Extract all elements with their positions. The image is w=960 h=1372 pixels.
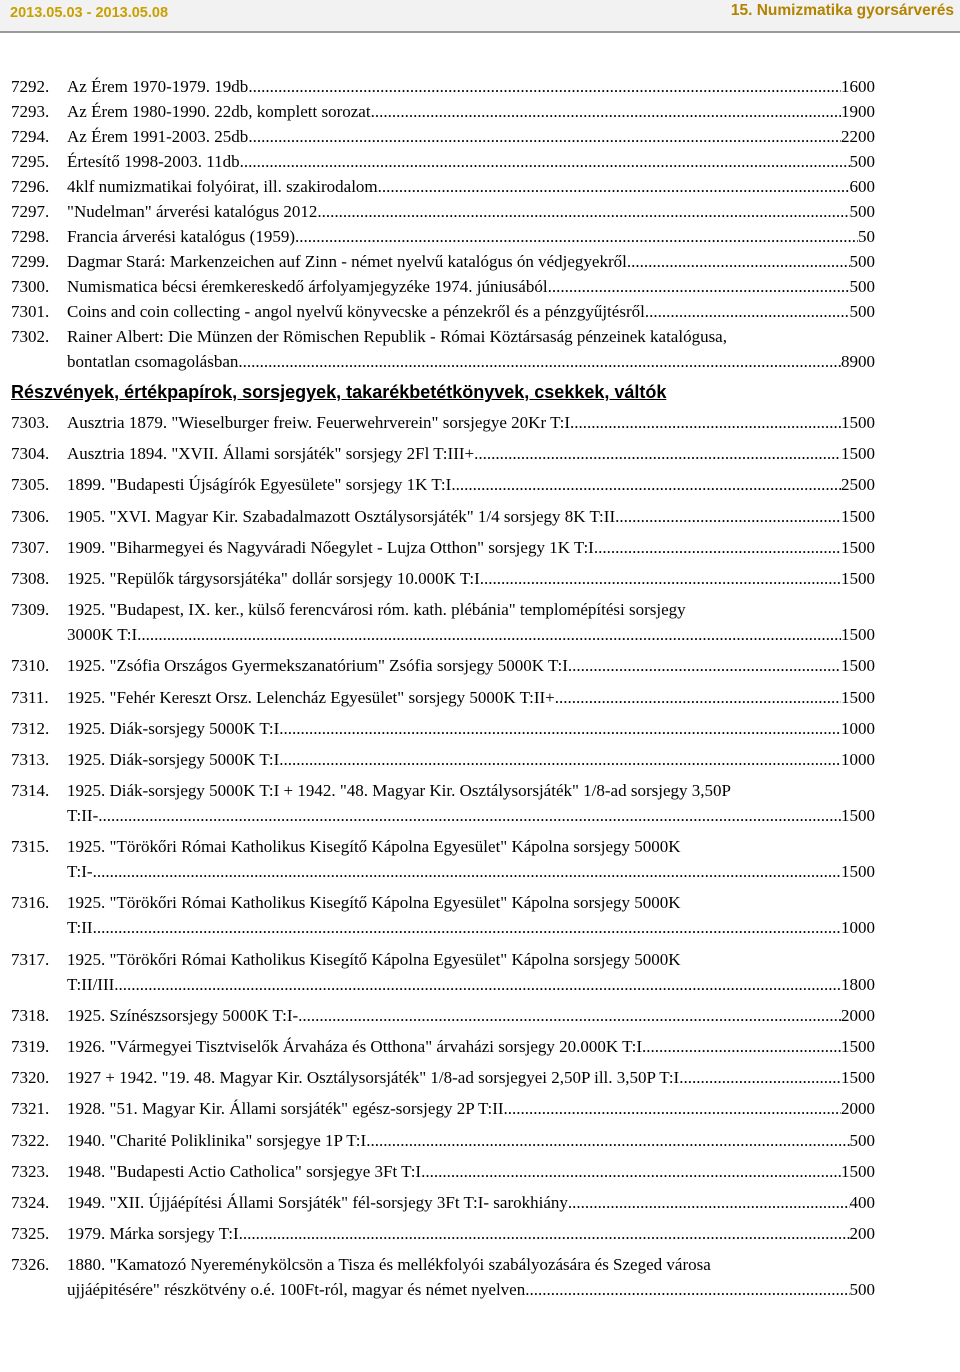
lot-price: 1500 bbox=[841, 506, 875, 526]
lot-number: 7303. bbox=[11, 413, 50, 432]
lot-number: 7302. bbox=[11, 327, 50, 346]
lot-number: 7309. bbox=[11, 600, 50, 620]
lot-description: 1925. "Budapest, IX. ker., külső ferencvárosi róm. kath. plébánia" templomépítési sorsjegy bbox=[67, 600, 686, 620]
auction-title: 15. Numizmatika gyorsárverés bbox=[730, 2, 954, 19]
lot-number: 7294. bbox=[11, 127, 50, 146]
lot-price: 1000 bbox=[841, 918, 875, 938]
dot-leader bbox=[238, 349, 841, 374]
lot-number: 7295. bbox=[11, 152, 50, 171]
lot-description: 1925. "Fehér Kereszt Orsz. Lelencház Egyesület" sorsjegy 5000K T:II+ bbox=[67, 687, 555, 707]
lot-description: T:I-...... bbox=[67, 862, 119, 882]
lot-price: 8900 bbox=[841, 352, 875, 371]
lot-number: 7315. bbox=[11, 837, 50, 857]
section-heading: Részvények, értékpapírok, sorsjegyek, takarékbetétkönyvek, csekkek, váltók bbox=[11, 382, 667, 402]
dot-leader bbox=[123, 972, 841, 997]
lot-item bbox=[11, 441, 875, 466]
lot-description: 1925. Diák-sorsjegy 5000K T:I bbox=[67, 718, 280, 738]
lot-description: 1979. Márka sorsjegy T:I bbox=[67, 1224, 239, 1244]
lot-description: Értesítő 1998-2003. 11db bbox=[67, 152, 240, 171]
lot-price: 2000 bbox=[841, 1099, 875, 1119]
lot-item bbox=[11, 410, 875, 435]
lot-item bbox=[11, 685, 875, 710]
lot-price: 50 bbox=[858, 227, 875, 246]
lot-description: 1925. Színészsorsjegy 5000K T:I- bbox=[67, 1005, 299, 1025]
dot-leader bbox=[137, 622, 841, 647]
lot-number: 7299. bbox=[11, 252, 50, 271]
lot-price: 500 bbox=[849, 1280, 875, 1300]
dot-leader bbox=[504, 1096, 841, 1121]
lot-number: 7324. bbox=[11, 1192, 50, 1212]
lot-number: 7304. bbox=[11, 444, 50, 464]
dot-leader bbox=[248, 74, 841, 99]
lot-item bbox=[11, 274, 875, 299]
lot-item bbox=[11, 149, 875, 174]
lot-description: 1928. "51. Magyar Kir. Állami sorsjáték" egész-sorsjegy 2P T:II bbox=[67, 1099, 504, 1119]
lot-description: 1948. "Budapesti Actio Catholica" sorsjegye 3Ft T:I bbox=[67, 1161, 422, 1181]
dot-leader bbox=[642, 1034, 841, 1059]
lot-item bbox=[11, 249, 875, 274]
lot-description: bontatlan csomagolásban bbox=[67, 352, 239, 371]
lot-list bbox=[11, 74, 875, 1302]
lot-price: 200 bbox=[849, 1224, 875, 1244]
lot-price: 1000 bbox=[841, 718, 875, 738]
dot-leader bbox=[279, 747, 841, 772]
dot-leader bbox=[474, 441, 841, 466]
lot-price: 1900 bbox=[841, 102, 875, 121]
lot-description: 1925. Diák-sorsjegy 5000K T:I bbox=[67, 749, 280, 769]
lot-description: 1926. "Vármegyei Tisztviselők Árvaháza és Otthona" árvaházi sorsjegy 20.000K T:I bbox=[67, 1037, 643, 1056]
lot-number: 7310. bbox=[11, 656, 50, 676]
lot-item bbox=[11, 199, 875, 224]
lot-item bbox=[11, 1096, 875, 1121]
lot-item bbox=[11, 74, 875, 99]
lot-price: 600 bbox=[849, 177, 875, 196]
dot-leader bbox=[594, 535, 841, 560]
lot-price: 1500 bbox=[841, 806, 875, 826]
lot-description: Rainer Albert: Die Münzen der Römischen Republik - Római Köztársaság pénzeinek katalógusa, bbox=[67, 327, 727, 346]
lot-item bbox=[11, 504, 875, 529]
lot-price: 1500 bbox=[841, 1068, 875, 1088]
lot-number: 7311. bbox=[11, 687, 49, 707]
lot-item bbox=[11, 324, 875, 374]
lot-price: 1500 bbox=[841, 413, 875, 432]
dot-leader bbox=[548, 274, 850, 299]
lot-description: 1925. "Repülők tárgysorsjátéka" dollár sorsjegy 10.000K T:I bbox=[67, 568, 480, 588]
lot-description: Az Érem 1980-1990. 22db, komplett sorozat bbox=[67, 102, 371, 121]
dot-leader bbox=[366, 1128, 849, 1153]
lot-description: 1940. "Charité Poliklinika" sorsjegye 1P T:I bbox=[67, 1130, 367, 1150]
lot-number: 7317. bbox=[11, 949, 50, 969]
lot-description: Coins and coin collecting - angol nyelvű könyvecske a pénzekről és a pénzgyűjtésről bbox=[67, 302, 645, 321]
lot-price: 500 bbox=[849, 252, 875, 271]
dot-leader bbox=[248, 124, 841, 149]
lot-number: 7316. bbox=[11, 893, 50, 913]
lot-description: "Nudelman" árverési katalógus 2012. bbox=[67, 202, 322, 221]
lot-item bbox=[11, 653, 875, 678]
lot-description: 1925. Diák-sorsjegy 5000K T:I + 1942. "48. Magyar Kir. Osztálysorsjáték" 1/8-ad sorsjegy 3,50P bbox=[67, 781, 731, 801]
lot-item bbox=[11, 1252, 875, 1302]
lot-description: Az Érem 1991-2003. 25db bbox=[67, 127, 249, 146]
lot-description: Ausztria 1894. "XVII. Állami sorsjáték" sorsjegy 2Fl T:III+ bbox=[67, 444, 475, 464]
lot-description: T:II/III.. bbox=[67, 974, 123, 994]
lot-price: 500 bbox=[849, 202, 875, 221]
lot-item bbox=[11, 566, 875, 591]
lot-price: 400 bbox=[849, 1192, 875, 1212]
lot-description: 1905. "XVI. Magyar Kir. Szabadalmazott Osztálysorsjáték" 1/4 sorsjegy 8K T:II bbox=[67, 506, 616, 526]
dot-leader bbox=[295, 224, 858, 249]
lot-number: 7305. bbox=[11, 475, 50, 495]
dot-leader bbox=[421, 1159, 841, 1184]
lot-price: 1500 bbox=[841, 862, 875, 882]
lot-description: 1909. "Biharmegyei és Nagyváradi Nőegylet - Lujza Otthon" sorsjegy 1K T:I bbox=[67, 537, 594, 557]
dot-leader bbox=[480, 566, 841, 591]
lot-price: 500 bbox=[849, 277, 875, 296]
lot-number: 7322. bbox=[11, 1130, 50, 1150]
lot-price: 1500 bbox=[841, 625, 875, 645]
lot-description: Az Érem 1970-1979. 19db bbox=[67, 77, 249, 96]
lot-item bbox=[11, 716, 875, 741]
lot-section-securities bbox=[11, 410, 875, 1302]
lot-item bbox=[11, 1128, 875, 1153]
lot-number: 7300. bbox=[11, 277, 50, 296]
lot-description: 1925. "Zsófia Országos Gyermekszanatórium" Zsófia sorsjegy 5000K T:I bbox=[67, 656, 568, 676]
lot-number: 7312. bbox=[11, 718, 50, 738]
lot-description: Dagmar Stará: Markenzeichen auf Zinn - német nyelvű katalógus ón védjegyekről bbox=[67, 252, 627, 271]
dot-leader bbox=[298, 1003, 841, 1028]
lot-item bbox=[11, 1034, 875, 1059]
lot-price: 500 bbox=[849, 302, 875, 321]
lot-price: 1800 bbox=[841, 974, 875, 994]
dot-leader bbox=[279, 716, 841, 741]
lot-description: 1927 + 1942. "19. 48. Magyar Kir. Osztálysorsjáték" 1/8-ad sorsjegyei 2,50P ill. 3,50P T:I bbox=[67, 1068, 680, 1088]
lot-price: 1000 bbox=[841, 749, 875, 769]
lot-price: 1500 bbox=[841, 687, 875, 707]
lot-number: 7325. bbox=[11, 1224, 50, 1244]
lot-number: 7308. bbox=[11, 568, 50, 588]
lot-item bbox=[11, 535, 875, 560]
lot-item bbox=[11, 747, 875, 772]
dot-leader bbox=[627, 249, 850, 274]
lot-number: 7297. bbox=[11, 202, 50, 221]
lot-number: 7314. bbox=[11, 781, 50, 801]
lot-number: 7301. bbox=[11, 302, 50, 321]
lot-number: 7298. bbox=[11, 227, 50, 246]
lot-number: 7323. bbox=[11, 1161, 50, 1181]
lot-price: 500 bbox=[849, 1130, 875, 1150]
lot-item bbox=[11, 834, 875, 884]
lot-item bbox=[11, 99, 875, 124]
dot-leader bbox=[451, 472, 841, 497]
lot-description: 1925. "Törökőri Római Katholikus Kisegítő Kápolna Egyesület" Kápolna sorsjegy 5000K bbox=[67, 949, 681, 969]
lot-item bbox=[11, 224, 875, 249]
lot-item bbox=[11, 1159, 875, 1184]
lot-description: 1880. "Kamatozó Nyereménykölcsön a Tisza és mellékfolyói szabályozására és Szeged városa bbox=[67, 1255, 711, 1275]
lot-price: 2500 bbox=[841, 475, 875, 495]
dot-leader bbox=[568, 1190, 850, 1215]
lot-price: 1500 bbox=[841, 444, 875, 464]
lot-description: T:II...... bbox=[67, 918, 119, 938]
dot-leader bbox=[118, 859, 841, 884]
lot-item bbox=[11, 1065, 875, 1090]
lot-number: 7319. bbox=[11, 1037, 50, 1056]
lot-price: 1500 bbox=[841, 1161, 875, 1181]
lot-description: 1925. "Törökőri Római Katholikus Kisegítő Kápolna Egyesület" Kápolna sorsjegy 5000K bbox=[67, 893, 681, 913]
lot-number: 7318. bbox=[11, 1005, 50, 1025]
lot-item bbox=[11, 174, 875, 199]
dot-leader bbox=[679, 1065, 841, 1090]
lot-number: 7313. bbox=[11, 749, 50, 769]
lot-item bbox=[11, 124, 875, 149]
lot-number: 7307. bbox=[11, 537, 50, 557]
lot-description: ujjáépitésére" részkötvény o.é. 100Ft-ról, magyar és német nyelven bbox=[67, 1280, 526, 1300]
lot-number: 7293. bbox=[11, 102, 50, 121]
lot-item bbox=[11, 1003, 875, 1028]
lot-price: 1600 bbox=[841, 77, 875, 96]
dot-leader bbox=[568, 653, 841, 678]
lot-item bbox=[11, 890, 875, 940]
dot-leader bbox=[615, 504, 841, 529]
lot-price: 1500 bbox=[841, 568, 875, 588]
lot-number: 7292. bbox=[11, 77, 50, 96]
lot-price: 1500 bbox=[841, 537, 875, 557]
lot-description: Numismatica bécsi éremkereskedő árfolyamjegyzéke 1974. júniusából bbox=[67, 277, 548, 296]
dot-leader bbox=[322, 199, 850, 224]
lot-item bbox=[11, 1221, 875, 1246]
lot-price: 2000 bbox=[841, 1005, 875, 1025]
lot-number: 7326. bbox=[11, 1255, 50, 1275]
dot-leader bbox=[98, 803, 841, 828]
lot-item bbox=[11, 472, 875, 497]
page-header bbox=[0, 0, 960, 33]
lot-item bbox=[11, 1190, 875, 1215]
dot-leader bbox=[378, 174, 850, 199]
lot-item bbox=[11, 947, 875, 997]
dot-leader bbox=[118, 915, 841, 940]
lot-description: T:II- bbox=[67, 806, 99, 826]
lot-number: 7321. bbox=[11, 1099, 50, 1119]
lot-price: 1500 bbox=[841, 1037, 875, 1056]
lot-price: 500 bbox=[849, 152, 875, 171]
lot-description: Ausztria 1879. "Wieselburger freiw. Feuerwehrverein" sorsjegye 20Kr T:I bbox=[67, 413, 570, 432]
lot-description: 1949. "XII. Újjáépítési Állami Sorsjáték" fél-sorsjegy 3Ft T:I- sarokhiány bbox=[67, 1192, 568, 1212]
lot-price: 1500 bbox=[841, 656, 875, 676]
lot-number: 7306. bbox=[11, 506, 50, 526]
dot-leader bbox=[525, 1277, 849, 1302]
lot-item bbox=[11, 597, 875, 647]
dot-leader bbox=[555, 685, 841, 710]
dot-leader bbox=[240, 149, 850, 174]
lot-description: 3000K T:I bbox=[67, 625, 138, 645]
lot-description: 4klf numizmatikai folyóirat, ill. szakirodalom bbox=[67, 177, 378, 196]
dot-leader bbox=[570, 410, 841, 435]
lot-description: 1925. "Törökőri Római Katholikus Kisegítő Kápolna Egyesület" Kápolna sorsjegy 5000K bbox=[67, 837, 681, 857]
dot-leader bbox=[239, 1221, 850, 1246]
auction-dates: 2013.05.03 - 2013.05.08 bbox=[10, 5, 169, 21]
lot-number: 7320. bbox=[11, 1068, 50, 1088]
lot-price: 2200 bbox=[841, 127, 875, 146]
lot-description: 1899. "Budapesti Újságírók Egyesülete" sorsjegy 1K T:I bbox=[67, 475, 452, 495]
lot-section-literature bbox=[11, 74, 875, 374]
lot-description: Francia árverési katalógus (1959) bbox=[67, 227, 295, 246]
lot-number: 7296. bbox=[11, 177, 50, 196]
lot-item bbox=[11, 299, 875, 324]
lot-item bbox=[11, 778, 875, 828]
dot-leader bbox=[371, 99, 841, 124]
dot-leader bbox=[645, 299, 850, 324]
